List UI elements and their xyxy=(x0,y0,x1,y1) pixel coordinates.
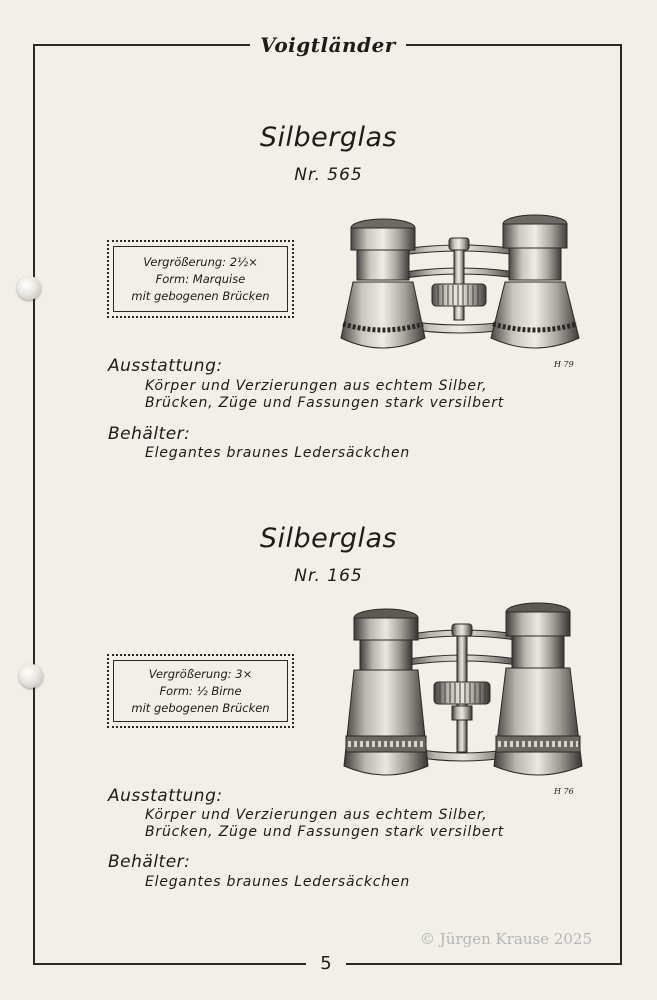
case-description: Elegantes braunes Ledersäckchen xyxy=(145,445,411,461)
figure-code: H 79 xyxy=(554,360,574,369)
features-line: Brücken, Züge und Fassungen stark versilbert xyxy=(145,395,505,411)
features-line: Brücken, Züge und Fassungen stark versilbert xyxy=(145,824,505,840)
features-heading: Ausstattung: xyxy=(108,786,223,806)
page-number: 5 xyxy=(306,951,346,977)
features-line: Körper und Verzierungen aus echtem Silber, xyxy=(145,378,488,394)
punch-hole-top xyxy=(17,276,41,300)
copyright-watermark: © Jürgen Krause 2025 xyxy=(420,930,593,948)
spec-form: Form: Marquise xyxy=(155,271,246,286)
binocular-illustration xyxy=(335,212,585,358)
frame-bottom-right xyxy=(346,963,622,965)
spec-form: Form: ½ Birne xyxy=(159,683,242,698)
frame-top-left xyxy=(33,44,250,46)
product-title: Silberglas xyxy=(259,523,398,554)
frame-bottom-left xyxy=(33,963,306,965)
product-model-number: Nr. 165 xyxy=(294,566,363,586)
spec-magnification: Vergrößerung: 3× xyxy=(148,666,253,681)
case-description: Elegantes braunes Ledersäckchen xyxy=(145,874,411,890)
brand-logo: Voigtländer xyxy=(250,30,406,60)
case-heading: Behälter: xyxy=(108,424,191,444)
figure-code: H 76 xyxy=(554,787,574,796)
product-title: Silberglas xyxy=(259,122,398,153)
features-heading: Ausstattung: xyxy=(108,356,223,376)
spec-bridges: mit gebogenen Brücken xyxy=(131,700,270,715)
spec-bridges: mit gebogenen Brücken xyxy=(131,288,270,303)
frame-top-right xyxy=(406,44,622,46)
binocular-illustration xyxy=(338,602,588,784)
punch-hole-bottom xyxy=(19,664,43,688)
spec-magnification: Vergrößerung: 2½× xyxy=(143,254,258,269)
product-model-number: Nr. 565 xyxy=(294,165,363,185)
spec-box xyxy=(107,240,294,318)
features-line: Körper und Verzierungen aus echtem Silber, xyxy=(145,807,488,823)
case-heading: Behälter: xyxy=(108,852,191,872)
spec-box xyxy=(107,654,294,728)
